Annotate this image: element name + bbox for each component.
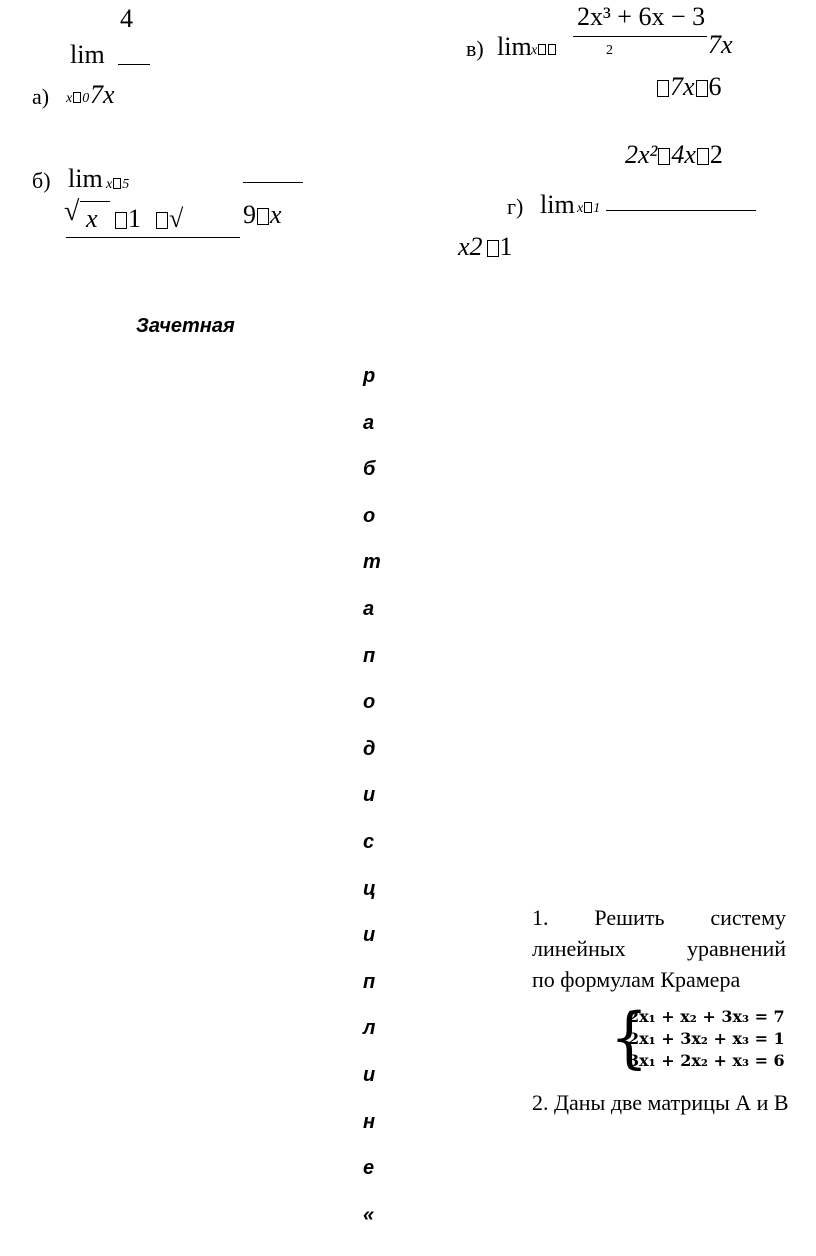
problem-v-limit-sub: x [531, 44, 557, 58]
problem-g-top: 2x² 4x 2 [625, 140, 723, 169]
problem-b-lim: lim [68, 164, 103, 193]
problem-v-lim: lim [497, 32, 532, 61]
problem-v-num-tail: 7x [708, 30, 733, 59]
missing-glyph-icon [487, 240, 499, 257]
vertical-letter: п [363, 970, 376, 993]
problem-v-numerator: 2x³ + 6x − 3 [577, 2, 706, 31]
vertical-letter: о [363, 691, 376, 714]
vertical-letter: « [363, 1203, 375, 1226]
problem-g-lim: lim [540, 190, 575, 219]
vertical-letter: р [363, 365, 376, 387]
missing-glyph-icon [697, 148, 709, 165]
missing-glyph-icon [657, 80, 669, 97]
problem-b-num-one: 1 [114, 206, 141, 232]
problem-b-fraction-line [66, 237, 240, 238]
problem-a-fraction-line [118, 64, 150, 65]
vertical-letter: п [363, 644, 376, 667]
problem-b-den: 9 x [243, 200, 282, 229]
missing-glyph-icon [538, 44, 546, 55]
task1-line-3: по формулам Крамера [532, 967, 741, 992]
vertical-letter: и [363, 1063, 376, 1086]
missing-glyph-icon [548, 44, 556, 55]
problem-b-label: б) [32, 168, 51, 193]
vertical-letter: ц [363, 877, 376, 900]
vertical-letter: н [363, 1110, 376, 1133]
problem-g-limit-sub: x 1 [577, 201, 601, 216]
vertical-letter: с [363, 830, 375, 853]
vertical-letter: и [363, 924, 376, 947]
vertical-letter: а [363, 411, 375, 434]
problem-g-label: г) [507, 194, 524, 219]
task1-line-2: линейных уравнений [532, 936, 786, 961]
missing-glyph-icon [73, 92, 81, 103]
system-equation-2: 2x₁ + 3x₂ + x₃ = 1 [628, 1029, 785, 1048]
problem-a-expr: 7x [90, 80, 115, 109]
vertical-letter: о [363, 504, 376, 527]
vertical-letter: а [363, 597, 375, 620]
system-brace: { [610, 999, 649, 1077]
problem-b-sqrt-1: √ [64, 196, 80, 227]
problem-b-top-line [243, 182, 303, 183]
problem-b-sqrt-bar [80, 201, 110, 202]
problem-a-top-number: 4 [120, 4, 133, 33]
problem-v-label: в) [466, 36, 484, 61]
task1-paragraph [532, 902, 786, 995]
vertical-letter: л [363, 1017, 376, 1040]
problem-g-den: x2 1 [458, 232, 513, 261]
vertical-letter: е [363, 1157, 375, 1180]
problem-v-exp-two: 2 [606, 43, 613, 58]
system-equation-3: 3x₁ + 2x₂ + x₃ = 6 [628, 1051, 785, 1070]
missing-glyph-icon [696, 80, 708, 97]
section-title: Зачетная [136, 315, 235, 337]
missing-glyph-icon [257, 208, 269, 225]
missing-glyph-icon [115, 212, 127, 229]
problem-a-limit-sub: x 0 [66, 91, 90, 106]
vertical-letters-column [363, 360, 387, 1245]
missing-glyph-icon [156, 212, 168, 229]
problem-b-num-x: x [86, 204, 98, 233]
task1-line-1: 1. Решить систему [532, 905, 786, 930]
problem-a-label: а) [32, 84, 50, 109]
problem-a-lim: lim [70, 40, 105, 69]
missing-glyph-icon [584, 202, 592, 213]
vertical-letter: д [363, 737, 376, 760]
vertical-letter: т [363, 551, 381, 574]
system-equation-1: 2x₁ + x₂ + 3x₃ = 7 [628, 1007, 785, 1026]
problem-v-fraction-line [573, 36, 707, 37]
problem-v-denominator: 7x 6 [656, 74, 722, 100]
vertical-letter: и [363, 784, 376, 807]
problem-b-limit-sub: x 5 [106, 177, 130, 192]
linear-system [610, 999, 785, 1077]
problem-b-num-sqrt-2: √ [155, 206, 183, 232]
task2-text: 2. Даны две матрицы А и В [532, 1090, 789, 1115]
problem-g-fraction-line [606, 210, 756, 211]
vertical-letter: б [363, 458, 376, 481]
missing-glyph-icon [113, 178, 121, 189]
missing-glyph-icon [658, 148, 670, 165]
